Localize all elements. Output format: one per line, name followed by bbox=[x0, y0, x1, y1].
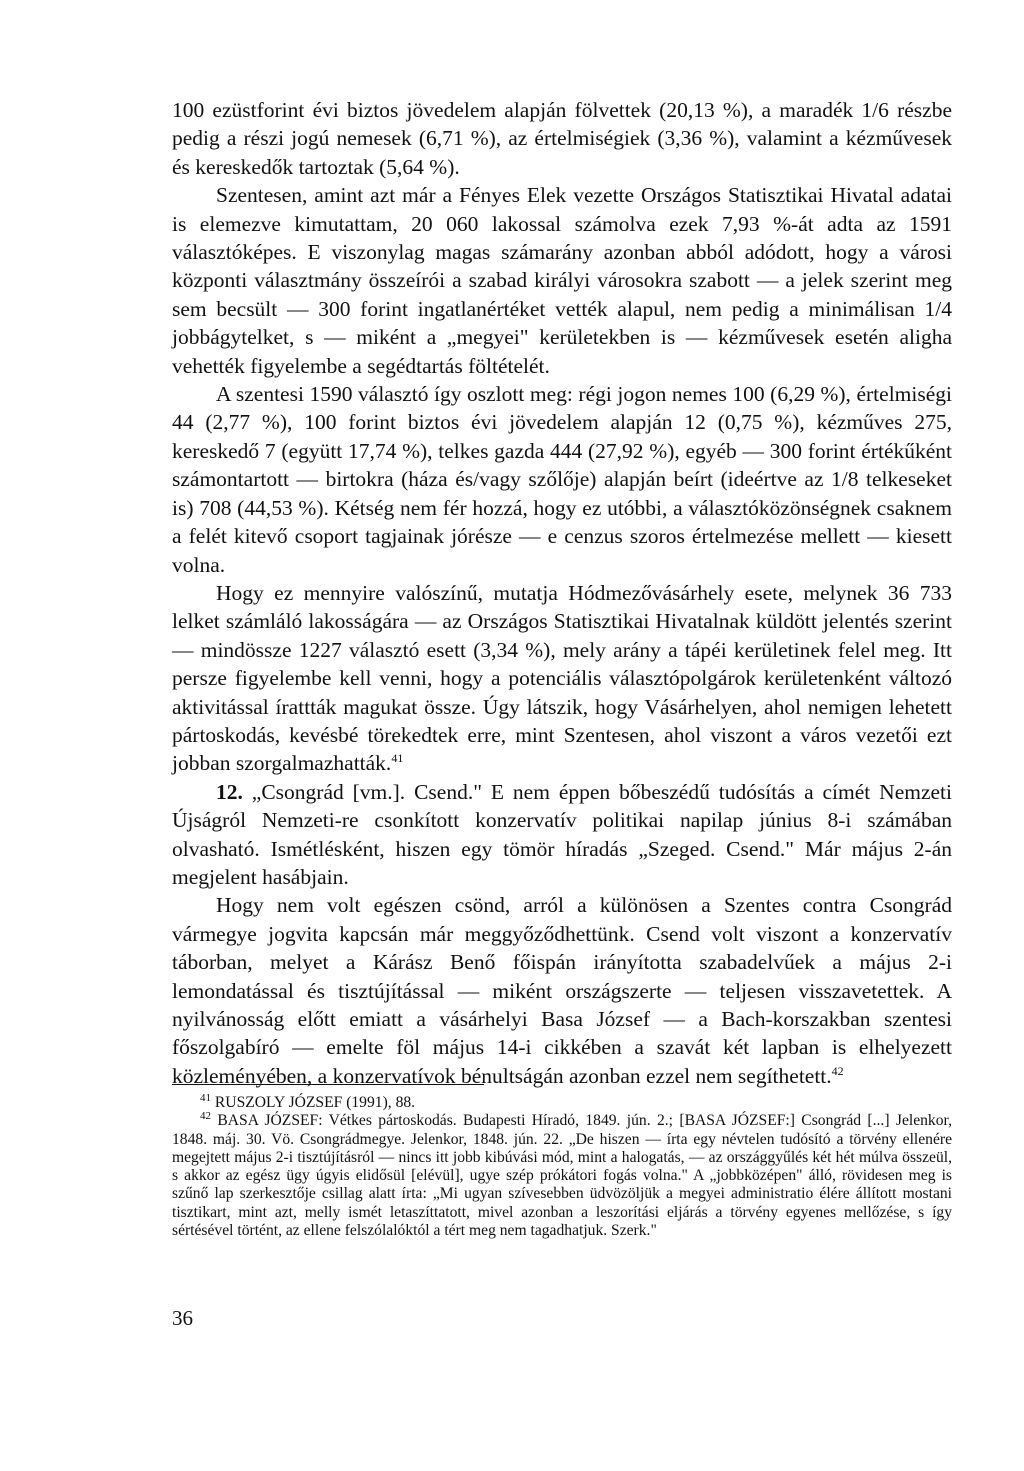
body-text bbox=[172, 96, 952, 1090]
paragraph-text: Hogy ez mennyire valószínű, mutatja Hódmezővásárhely esete, melynek 36 733 lelket számláló lakosságára — az Országos Statisztikai Hivatalnak küldött jelentés szerint — mindössze 1227 választó esett (3,34 %), mely arány a tápéi kerületinek felel meg. Itt persze figyelembe kell venni, hogy a potenciális választópolgárok kerületenként változó aktivitással írattták magukat össze. Úgy látszik, hogy Vásárhelyen, ahol nemigen lehetett pártoskodás, kevésbé törekedtek erre, mint Szentesen, ahol viszont a város vezetői ezt jobban szorgalmazhatták. bbox=[172, 580, 952, 776]
footnote-separator bbox=[172, 1084, 484, 1085]
paragraph bbox=[172, 778, 952, 892]
footnote-text: RUSZOLY JÓZSEF (1991), 88. bbox=[214, 1094, 416, 1111]
paragraph-text: „Csongrád [vm.]. Csend." E nem éppen bőbeszédű tudósítás a címét Nemzeti Újságról Nemzeti-re csonkított konzervatív politikai napilap június 8-i számában olvasható. Ismétlésként, hiszen egy tömör híradás „Szeged. Csend." Már május 2-án megjelent hasábjain. bbox=[172, 779, 952, 889]
footnote-number: 42 bbox=[200, 1110, 211, 1123]
footnote-ref: 42 bbox=[831, 1063, 844, 1078]
footnotes bbox=[172, 1091, 952, 1240]
footnote bbox=[172, 1112, 952, 1240]
paragraph bbox=[172, 891, 952, 1090]
page-number: 36 bbox=[172, 1306, 193, 1330]
footnote bbox=[172, 1091, 952, 1112]
paragraph: 100 ezüstforint évi biztos jövedelem alapján fölvettek (20,13 %), a maradék 1/6 részbe pedig a részi jogú nemesek (6,71 %), az értelmiségiek (3,36 %), valamint a kézművesek és kereskedők tartoztak (5,64 %). bbox=[172, 98, 952, 179]
footnote-number: 41 bbox=[200, 1091, 211, 1104]
section-number: 12. bbox=[216, 779, 243, 804]
paragraph bbox=[172, 579, 952, 778]
paragraph: Szentesen, amint azt már a Fényes Elek vezette Országos Statisztikai Hivatal adatai is elemezve kimutattam, 20 060 lakossal számolva ezek 7,93 %-át adta az 1591 választóképes. E viszonylag magas számarány azonban abból adódott, hogy a városi központi választmány összeírói a szabad királyi városokra szabott — a jelek szerint meg sem becsült — 300 forint ingatlanértéket vették alapul, nem pedig a minimálisan 1/4 jobbágytelket, s — miként a „megyei" kerületekben is — kézművesek esetén aligha vehették figyelembe a segédtartás föltételét. bbox=[172, 183, 952, 378]
paragraph-text: Hogy nem volt egészen csönd, arról a különösen a Szentes contra Csongrád vármegye jogvita kapcsán már meggyőződhettünk. Csend volt viszont a konzervatív táborban, melyet a Kárász Benő főispán irányította szabadelvűek a május 2-i lemondatással és tisztújítással — miként országszerte — teljesen visszavetettek. A nyilvánosság előtt emiatt a vásárhelyi Basa József — a Bach-korszakban szentesi főszolgabíró — emelte föl május 14-i cikkében a szavát két lapban is elhelyezett közleményében, a konzervatívok bénultságán azonban ezzel nem segíthetett. bbox=[172, 893, 952, 1088]
footnote-ref: 41 bbox=[391, 751, 404, 766]
footnote-text: BASA JÓZSEF: Vétkes pártoskodás. Budapesti Híradó, 1849. jún. 2.; [BASA JÓZSEF:] Csongrád [...] Jelenkor, 1848. máj. 30. Vö. Csongrádmegye. Jelenkor, 1848. jún. 22. „De hiszen — írta egy névtelen tudósító a törvény ellenére megejtett május 2-i tisztújításról — nincs itt jobb kibúvási mód, mint a halogatás, — az országgyűlés két hét múlva összeül, s akkor az egész ügy úgyis elidősül [elévül], ugye szép prókátori fogás volna." A „jobbközépen" álló, rövidesen meg is szűnő lap szerkesztője csillag alatt írta: „Mi ugyan szívesebben üdvözöljük a megyei administratio élére állított mostani tisztikart, mint azt, melly ismét letaszíttatott, mivel azonban a leszorítási eljárás a törvény egyenes mellőzése, s így sértésével történt, az ellene felszólalóktól a tért meg nem tagadhatjuk. Szerk." bbox=[172, 1112, 952, 1240]
paragraph: A szentesi 1590 választó így oszlott meg: régi jogon nemes 100 (6,29 %), értelmiségi 44 (2,77 %), 100 forint biztos évi jövedelem alapján 12 (0,75 %), kézműves 275, kereskedő 7 (együtt 17,74 %), telkes gazda 444 (27,92 %), egyéb — 300 forint értékűként számontartott — birtokra (háza és/vagy szőlője) alapján beírt (ideértve az 1/8 telkeseket is) 708 (44,53 %). Kétség nem fér hozzá, hogy ez utóbbi, a választóközönségnek csaknem a felét kitevő csoport tagjainak jórésze — e cenzus szoros értelmezése mellett — kiesett volna. bbox=[172, 382, 952, 577]
